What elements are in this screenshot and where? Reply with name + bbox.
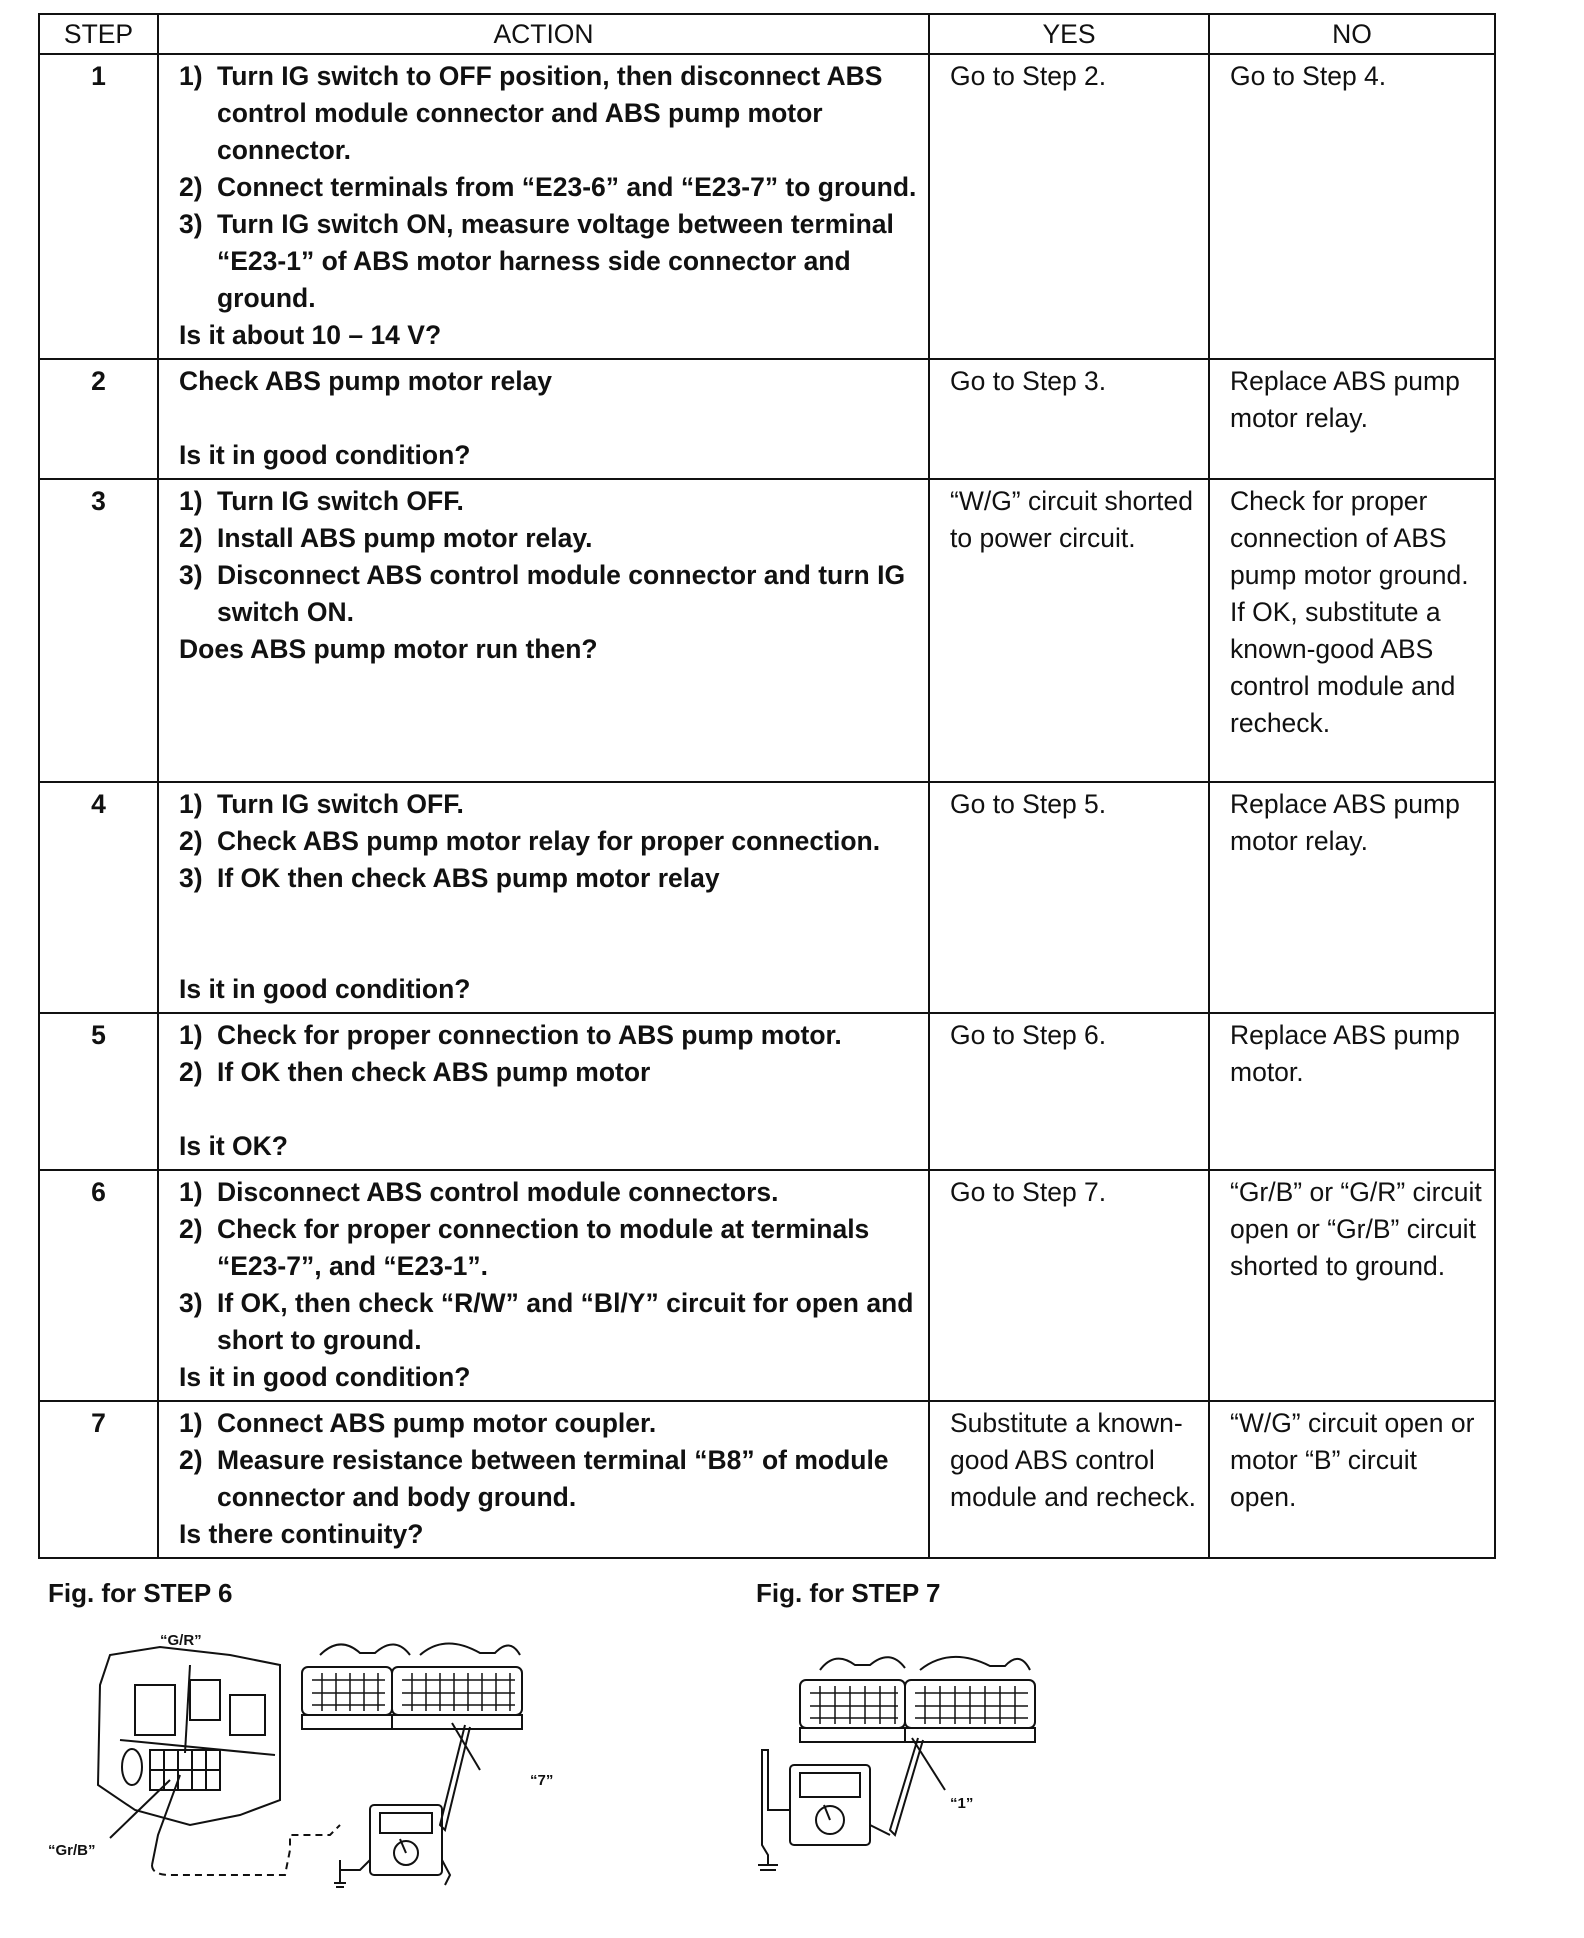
action-text: Turn IG switch ON, measure voltage between terminal “E23-1” of ABS motor harness side connector and ground. [217, 209, 894, 313]
action-cell [158, 54, 929, 359]
step-number: 3 [39, 479, 158, 782]
action-cell [158, 1401, 929, 1558]
table-row [39, 54, 1495, 359]
action-item [179, 1054, 920, 1091]
action-item [179, 1211, 920, 1285]
no-cell: Replace ABS pump motor. [1209, 1013, 1495, 1170]
yes-cell: Go to Step 5. [929, 782, 1209, 1013]
question: Is it in good condition? [179, 440, 471, 470]
fig6-illustration [40, 1625, 600, 1895]
action-text: Disconnect ABS control module connectors. [217, 1177, 779, 1207]
action-cell [158, 479, 929, 782]
action-text: Check ABS pump motor relay for proper connection. [217, 826, 881, 856]
action-item [179, 860, 920, 897]
action-text: Turn IG switch OFF. [217, 789, 464, 819]
action-item [179, 1017, 920, 1054]
label-g-r: “G/R” [160, 1632, 202, 1649]
action-item [179, 206, 920, 317]
diagnostic-table [38, 13, 1496, 1559]
table-row [39, 479, 1495, 782]
step-number: 4 [39, 782, 158, 1013]
action-text: Measure resistance between terminal “B8” of module connector and body ground. [217, 1445, 889, 1512]
probe-7 [440, 1725, 470, 1830]
action-num: 3) [179, 1288, 203, 1318]
header-no: NO [1209, 14, 1495, 54]
step-number: 1 [39, 54, 158, 359]
action-item [179, 1405, 920, 1442]
action-num: 1) [179, 1020, 203, 1050]
action-text: Turn IG switch to OFF position, then disconnect ABS control module connector and ABS pump motor connector. [217, 61, 883, 165]
action-num: 3) [179, 209, 203, 239]
action-item [179, 1174, 920, 1211]
no-text: Check for proper connection of ABS pump motor ground. [1230, 486, 1469, 590]
table-row [39, 1401, 1495, 1558]
action-text: Check ABS pump motor relay [179, 366, 553, 396]
no-cell: “Gr/B” or “G/R” circuit open or “Gr/B” circuit shorted to ground. [1209, 1170, 1495, 1401]
action-text: Disconnect ABS control module connector and turn IG switch ON. [217, 560, 906, 627]
question: Is it in good condition? [179, 974, 471, 1004]
action-num: 2) [179, 1214, 203, 1244]
table-row [39, 359, 1495, 479]
question: Does ABS pump motor run then? [179, 634, 598, 664]
label-1: “1” [950, 1795, 974, 1812]
action-num: 1) [179, 1177, 203, 1207]
step-number: 5 [39, 1013, 158, 1170]
action-text: Turn IG switch OFF. [217, 486, 464, 516]
action-text: Install ABS pump motor relay. [217, 523, 593, 553]
action-num: 2) [179, 826, 203, 856]
table-row [39, 1013, 1495, 1170]
question: Is there continuity? [179, 1519, 424, 1549]
action-item [179, 520, 920, 557]
yes-cell: Go to Step 3. [929, 359, 1209, 479]
label-gr-b: “Gr/B” [48, 1842, 96, 1859]
action-num: 1) [179, 486, 203, 516]
action-text: If OK, then check “R/W” and “Bl/Y” circuit for open and short to ground. [217, 1288, 914, 1355]
action-num: 3) [179, 863, 203, 893]
action-text: Check for proper connection to ABS pump motor. [217, 1020, 842, 1050]
action-text: Check for proper connection to module at terminals “E23-7”, and “E23-1”. [217, 1214, 870, 1281]
table-row [39, 1170, 1495, 1401]
question: Is it in good condition? [179, 1362, 471, 1392]
no-cell: Replace ABS pump motor relay. [1209, 782, 1495, 1013]
action-num: 2) [179, 1057, 203, 1087]
action-item [179, 169, 920, 206]
action-num: 1) [179, 61, 203, 91]
label-7: “7” [530, 1772, 554, 1789]
fig7-caption: Fig. for STEP 7 [756, 1578, 941, 1608]
table-row [39, 782, 1495, 1013]
action-cell [158, 1170, 929, 1401]
yes-cell: Substitute a known-good ABS control module and recheck. [929, 1401, 1209, 1558]
action-item [179, 1285, 920, 1359]
step-number: 7 [39, 1401, 158, 1558]
probe-1 [890, 1738, 923, 1835]
probe-lead-gr [152, 1775, 180, 1865]
action-num: 2) [179, 172, 203, 202]
question: Is it OK? [179, 1131, 288, 1161]
no-cell: “W/G” circuit open or motor “B” circuit open. [1209, 1401, 1495, 1558]
action-text: If OK then check ABS pump motor [217, 1057, 651, 1087]
action-cell [158, 359, 929, 479]
action-num: 1) [179, 1408, 203, 1438]
header-action: ACTION [158, 14, 929, 54]
header-step: STEP [39, 14, 158, 54]
action-cell [158, 782, 929, 1013]
header-yes: YES [929, 14, 1209, 54]
yes-cell: “W/G” circuit shorted to power circuit. [929, 479, 1209, 782]
fig6-caption: Fig. for STEP 6 [48, 1578, 233, 1608]
yes-cell: Go to Step 2. [929, 54, 1209, 359]
step-number: 6 [39, 1170, 158, 1401]
no-cell: Go to Step 4. [1209, 54, 1495, 359]
action-cell [158, 1013, 929, 1170]
step-number: 2 [39, 359, 158, 479]
action-item [179, 786, 920, 823]
action-num: 3) [179, 560, 203, 590]
fig7-illustration [740, 1640, 1100, 1880]
dashed-ground-lead [152, 1825, 340, 1875]
action-text: If OK then check ABS pump motor relay [217, 863, 720, 893]
yes-cell: Go to Step 6. [929, 1013, 1209, 1170]
action-item [179, 58, 920, 169]
action-num: 2) [179, 523, 203, 553]
action-item [179, 823, 920, 860]
action-num: 2) [179, 1445, 203, 1475]
action-text: Connect terminals from “E23-6” and “E23-7” to ground. [217, 172, 917, 202]
action-num: 1) [179, 789, 203, 819]
action-item [179, 557, 920, 631]
table-header-row [39, 14, 1495, 54]
action-item [179, 483, 920, 520]
no-cell: Replace ABS pump motor relay. [1209, 359, 1495, 479]
no-cell [1209, 479, 1495, 782]
yes-cell: Go to Step 7. [929, 1170, 1209, 1401]
no-text-2: If OK, substitute a known-good ABS control module and recheck. [1230, 597, 1456, 738]
action-text: Connect ABS pump motor coupler. [217, 1408, 657, 1438]
action-item [179, 1442, 920, 1516]
question: Is it about 10 – 14 V? [179, 320, 442, 350]
